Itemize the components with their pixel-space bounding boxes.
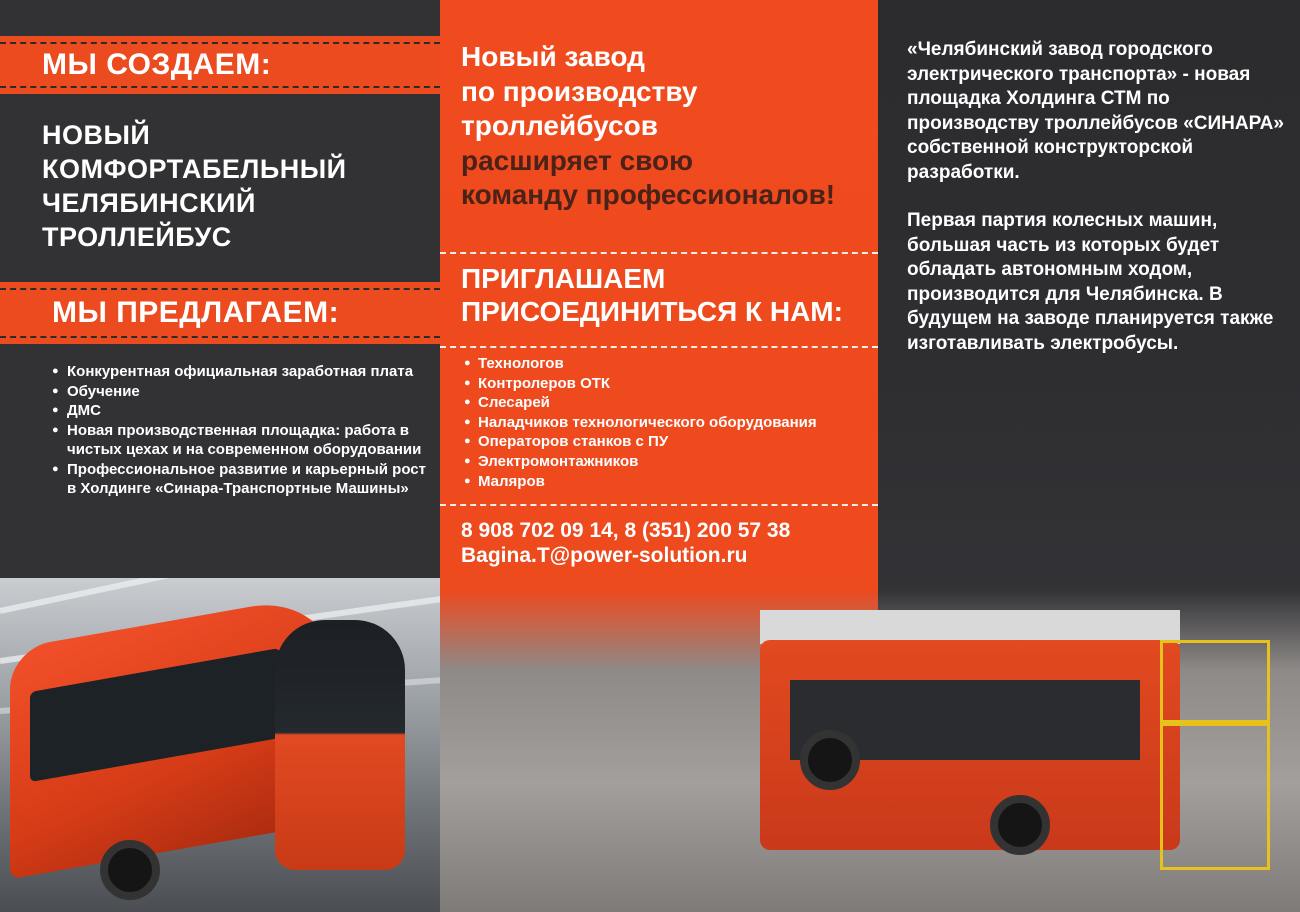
about-paragraph: «Челябинский завод городского электрического транспорта» - новая площадка Холдинга СТМ по производству троллейбусов «СИНАРА» собственной конструкторской разработки.: [907, 39, 1284, 183]
job-item: ● Маляров: [464, 472, 874, 492]
about-paragraph: Первая партия колесных машин, большая часть из которых будет обладать автономным ходом, производится для Челябинска. В будущем на заводе планируется также изготавливать электробусы.: [907, 210, 1274, 354]
headline-line: по производству: [461, 75, 698, 107]
job-item: ● Контролеров ОТК: [464, 374, 874, 394]
email-address[interactable]: Bagina.T@power-solution.ru: [461, 544, 748, 567]
invite-line: ПРИСОЕДИНИТЬСЯ К НАМ:: [461, 296, 843, 327]
job-item: ● Наладчиков технологического оборудования: [464, 413, 874, 433]
headline: [461, 40, 871, 213]
create-banner-title: МЫ СОЗДАЕМ:: [42, 48, 272, 81]
offer-item: ● Новая производственная площадка: работа в чистых цехах и на современном оборудовании: [52, 421, 432, 460]
create-banner: [0, 36, 440, 94]
dashed-divider: [440, 346, 878, 348]
job-item: ● Технологов: [464, 354, 874, 374]
about-text: [907, 38, 1292, 356]
job-item: ● Слесарей: [464, 393, 874, 413]
offer-item: ● Профессиональное развитие и карьерный рост в Холдинге «Синара-Транспортные Машины»: [52, 460, 432, 499]
factory-bus-roof: [760, 610, 1180, 644]
phone-numbers: 8 908 702 09 14, 8 (351) 200 57 38: [461, 519, 791, 542]
headline-line-dark: команду профессионалов!: [461, 179, 836, 210]
offer-item: ● Конкурентная официальная заработная плата: [52, 362, 432, 382]
headline-line: Новый завод: [461, 41, 645, 72]
create-line: КОМФОРТАБЕЛЬНЫЙ: [42, 154, 347, 184]
offer-banner-title: МЫ ПРЕДЛАГАЕМ:: [52, 296, 340, 329]
left-panel: [0, 0, 440, 912]
jobs-list: [464, 354, 874, 491]
trolleybus-front: [275, 620, 405, 870]
factory-bus-wheel: [990, 795, 1050, 855]
create-line: ЧЕЛЯБИНСКИЙ: [42, 188, 256, 218]
invite-line: ПРИГЛАШАЕМ: [461, 263, 666, 294]
offer-list: [52, 362, 432, 499]
create-line: НОВЫЙ: [42, 120, 151, 150]
dashed-divider: [440, 252, 878, 254]
dashed-divider: [440, 504, 878, 506]
trolleybus-wheel: [100, 840, 160, 900]
headline-line-dark: расширяет свою: [461, 144, 693, 176]
invite-title: [461, 262, 871, 328]
create-line: ТРОЛЛЕЙБУС: [42, 222, 232, 252]
job-item: ● Операторов станков с ПУ: [464, 432, 874, 452]
headline-line: троллейбусов: [461, 110, 658, 141]
factory-bus-wheel: [800, 730, 860, 790]
job-item: ● Электромонтажников: [464, 452, 874, 472]
offer-item: ● ДМС: [52, 401, 432, 421]
offer-banner: [0, 282, 440, 344]
create-text: [42, 118, 422, 254]
scaffold: [1160, 640, 1270, 870]
scaffold-bar: [1160, 720, 1270, 726]
offer-item: ● Обучение: [52, 382, 432, 402]
contacts: [461, 518, 876, 568]
